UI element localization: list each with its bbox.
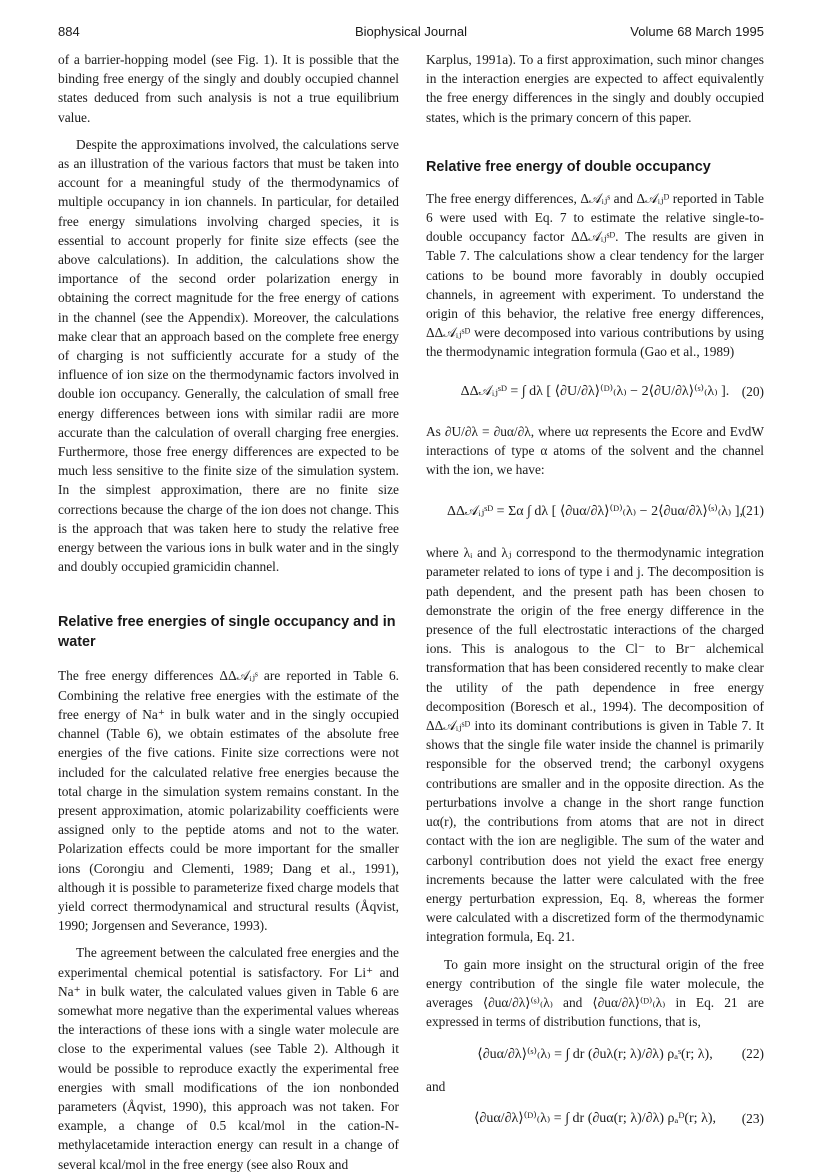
equation-body: ΔΔ𝒜ᵢⱼˢᴰ = ∫ dλ [ ⟨∂U/∂λ⟩⁽ᴰ⁾₍λ₎ − 2⟨∂U/∂λ⟩⁽ˢ⁾₍λ₎ ]. <box>460 384 730 400</box>
volume-info: Volume 68 March 1995 <box>630 24 764 39</box>
paragraph: As ∂U/∂λ = ∂uα/∂λ, where uα represents the Ecore and EvdW interactions of type α atoms of the solvent and the channel with the ion, we have: <box>426 423 764 478</box>
conjunction-and: and <box>426 1079 446 1095</box>
journal-name: Biophysical Journal <box>354 24 467 39</box>
paragraph: To gain more insight on the structural origin of the free energy contribution of the single file water molecule, the averages ⟨∂uα/∂λ⟩⁽ˢ⁾₍λ₎ and ⟨∂uα/∂λ⟩⁽ᴰ⁾₍λ₎ in Eq. 21 are expressed in terms of distribution functions, that is, <box>426 956 764 1030</box>
equation-number: (21) <box>741 503 764 519</box>
equation-23 <box>426 1097 764 1141</box>
section-heading: Relative free energy of double occupancy <box>426 158 711 175</box>
paragraph: Despite the approximations involved, the calculations serve as an illustration of the various factors that must be taken into account for a meaningful study of the thermodynamics of multiple occupancy in ion channels. In particular, for detailed free energy simulations involving charged species, it is essential to account properly for finite size effects (see the above calculations). In addition, the calculations show the importance of the second order polarization energy in obtaining the correct magnitude for the free energy of cations in the channel (see the Appendix). Moreover, the calculations make clear that an approach based on the complete free energy of charging is not sufficiently accurate for a study of the influence of ion size on the thermodynamic factors involved in double ion occupancy. Generally, the calculation of small free energy differences between ions with similar radii are more accurate than the calculation of overall charging free energies. Furthermore, those free energy differences are expected to be much less sensitive to the finite size of the simulation system. In the simplest approximation, there are no finite size corrections because the charge of the ion does not change. This is the approach that was taken here to study the relative free energy between the various ions in bulk water and in the singly and doubly occupied gramicidin channel. <box>58 136 399 575</box>
equation-number: (22) <box>741 1046 764 1062</box>
equation-body: ΔΔ𝒜ᵢⱼˢᴰ = Σα ∫ dλ [ ⟨∂uα/∂λ⟩⁽ᴰ⁾₍λ₎ − 2⟨∂uα/∂λ⟩⁽ˢ⁾₍λ₎ ], <box>446 503 744 519</box>
section-heading: Relative free energies of single occupancy and in water <box>58 614 396 651</box>
paragraph: The agreement between the calculated free energies and the experimental chemical potential is satisfactory. For Li⁺ and Na⁺ in bulk water, the calculated values given in Table 6 are somewhat more negative than the experimental values whereas the interactions of these ions with a single water molecule are close to the experimental values (see Table 2). Although it would be possible to reproduce exactly the experimental free energies with small modifications of the ion nonbonded parameters (Åqvist, 1990), this approach was not taken. For example, a change of 0.5 kcal/mol in the cation-N-methylacetamide interaction energy can result in a change of several kcal/mol in the free energy (see also Roux and <box>58 945 399 1172</box>
paragraph: Karplus, 1991a). To a first approximation, such minor changes in the interaction energies are expected to affect equivalently the free energy differences in the singly and doubly occupied states, which is the primary concern of this paper. <box>426 52 764 125</box>
equation-body: ⟨∂uα/∂λ⟩⁽ˢ⁾₍λ₎ = ∫ dr (∂uλ(r; λ)/∂λ) ρₐˢ(r; λ), <box>477 1046 713 1062</box>
equation-number: (23) <box>741 1110 764 1126</box>
paragraph: The free energy differences ΔΔ𝒜ᵢⱼˢ are reported in Table 6. Combining the relative free energies with the estimate of the free energy of Na⁺ in bulk water and in the singly occupied channel (Table 6), we obtain estimates of the absolute free energies of the five cations. Finite size corrections were not included for the calculated relative free energies because the total charge in the simulation system remains constant. In the present approximation, atomic polarizability coefficients were assigned only to the peptide atoms and not to the water. Polarization effects could be more important for the smaller ions (Corongiu and Clementi, 1989; Dang et al., 1991), although it is possible to parameterize fixed charge models that yield correct thermodynamical and structural results (Åqvist, 1990; Jorgensen and Severance, 1993). <box>58 668 399 934</box>
right-column <box>426 50 764 1141</box>
equation-body: ⟨∂uα/∂λ⟩⁽ᴰ⁾₍λ₎ = ∫ dr (∂uα(r; λ)/∂λ) ρₐᴰ(r; λ), <box>473 1111 717 1127</box>
equation-20 <box>426 362 764 422</box>
equation-number: (20) <box>741 383 764 399</box>
equation-22 <box>426 1031 764 1077</box>
running-header <box>58 24 764 44</box>
equation-21 <box>426 479 764 543</box>
paragraph: where λᵢ and λⱼ correspond to the thermodynamic integration parameter related to ions of type i and j. The decomposition is path dependent, and the present path has been chosen to demonstrate the origin of the free energy difference in the presence of the full electrostatic interactions of the charged ions. This is analogous to the Cl⁻ to Br⁻ alchemical transformation that has been considered recently to make clear the utility of the path dependence in free energy decomposition (Boresch et al., 1994). The decomposition of ΔΔ𝒜ᵢⱼˢᴰ into its dominant contributions is given in Table 7. It shows that the single file water inside the channel is primarily responsible for the observed trend; the carbonyl oxygens contributions are smaller and in the opposite direction. As the perturbations involve a change in the short range function uα(r), the contributions from atoms that are not in direct contact with the ion are negligible. The sum of the water and carbonyl contribution does not yield the exact free energy increments because the latter were calculated with the free energy perturbation expression, Eq. 8, whereas the former were calculated with a discretized form of the thermodynamic integration formula, Eq. 21. <box>426 545 764 945</box>
page-number: 884 <box>58 24 80 39</box>
paragraph: of a barrier-hopping model (see Fig. 1). It is possible that the binding free energy of the singly and doubly occupied channel states deduced from such analysis is not a true equilibrium value. <box>58 52 399 125</box>
left-column <box>58 50 399 1174</box>
paragraph: The free energy differences, Δ𝒜ᵢⱼˢ and Δ𝒜ᵢⱼᴰ reported in Table 6 were used with Eq. 7 to estimate the relative single-to-double occupancy factor ΔΔ𝒜ᵢⱼˢᴰ. The results are given in Table 7. The calculations show a clear tendency for the larger cations to be bound more favorably in doubly occupied channels, in agreement with experiment. To understand the origin of this behavior, the relative free energy differences, ΔΔ𝒜ᵢⱼˢᴰ were decomposed into various contributions by using the thermodynamic integration formula (Gao et al., 1989) <box>426 190 764 360</box>
